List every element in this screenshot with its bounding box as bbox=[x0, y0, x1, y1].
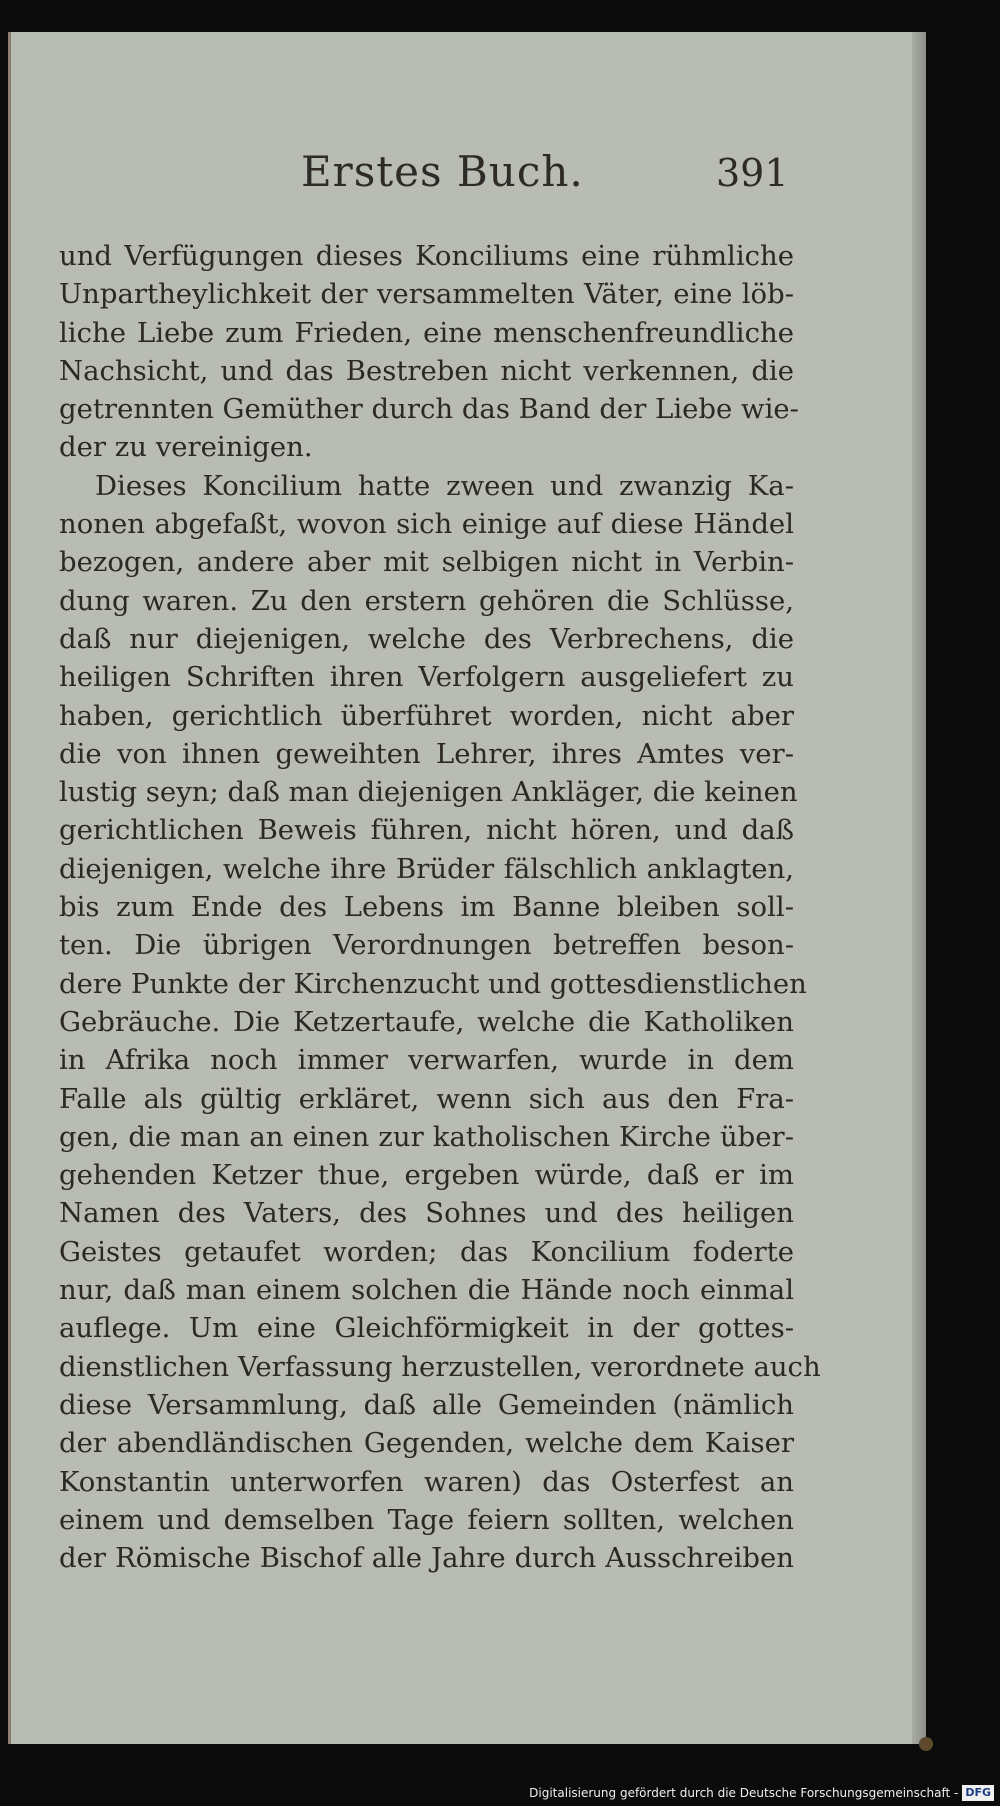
body-text bbox=[59, 237, 821, 1577]
text-line: heiligen Schriften ihren Verfolgern ausgeliefert zu bbox=[59, 661, 794, 694]
text-line: dere Punkte der Kirchenzucht und gottesdienstlichen bbox=[59, 967, 807, 1000]
page-number: 391 bbox=[716, 151, 789, 195]
text-line: einem und demselben Tage feiern sollten, welchen bbox=[59, 1503, 794, 1536]
text-line: Konstantin unterworfen waren) das Osterfest an bbox=[59, 1465, 794, 1498]
text-line: Unpartheylichkeit der versammelten Väter, eine löb- bbox=[59, 278, 794, 311]
text-line: liche Liebe zum Frieden, eine menschenfreundliche bbox=[59, 316, 794, 349]
dfg-logo: DFG bbox=[962, 1785, 994, 1801]
text-line: gerichtlichen Beweis führen, nicht hören, und daß bbox=[59, 814, 794, 847]
digitization-footer bbox=[529, 1782, 994, 1804]
text-line: gen, die man an einen zur katholischen Kirche über- bbox=[59, 1120, 794, 1153]
text-line: der zu vereinigen. bbox=[59, 431, 313, 464]
text-line: Nachsicht, und das Bestreben nicht verkennen, die bbox=[59, 354, 794, 387]
text-line: dung waren. Zu den erstern gehören die Schlüsse, bbox=[59, 584, 794, 617]
text-line: der Römische Bischof alle Jahre durch Ausschreiben bbox=[59, 1542, 794, 1575]
text-line: Gebräuche. Die Ketzertaufe, welche die Katholiken bbox=[59, 1005, 794, 1038]
text-line: auflege. Um eine Gleichförmigkeit in der gottes- bbox=[59, 1312, 794, 1345]
text-line: dienstlichen Verfassung herzustellen, verordnete auch bbox=[59, 1350, 821, 1383]
text-line: diejenigen, welche ihre Brüder fälschlich anklagten, bbox=[59, 852, 794, 885]
text-line: Geistes getaufet worden; das Koncilium foderte bbox=[59, 1235, 794, 1268]
text-line: ten. Die übrigen Verordnungen betreffen beson- bbox=[59, 929, 794, 962]
text-line: die von ihnen geweihten Lehrer, ihres Amtes ver- bbox=[59, 737, 794, 770]
text-line: getrennten Gemüther durch das Band der Liebe wie- bbox=[59, 393, 799, 426]
text-line: nur, daß man einem solchen die Hände noch einmal bbox=[59, 1274, 794, 1307]
ink-spot bbox=[919, 1737, 933, 1751]
text-line: gehenden Ketzer thue, ergeben würde, daß er im bbox=[59, 1159, 794, 1192]
text-line: bezogen, andere aber mit selbigen nicht in Verbin- bbox=[59, 546, 794, 579]
running-head-title: Erstes Buch. bbox=[301, 147, 584, 196]
text-line: lustig seyn; daß man diejenigen Ankläger, die keinen bbox=[59, 776, 798, 809]
running-head bbox=[11, 147, 926, 207]
paragraph-start-line: Dieses Koncilium hatte zween und zwanzig Ka- bbox=[95, 469, 794, 502]
text-line: der abendländischen Gegenden, welche dem Kaiser bbox=[59, 1427, 794, 1460]
text-line: Namen des Vaters, des Sohnes und des heiligen bbox=[59, 1197, 794, 1230]
text-line: diese Versammlung, daß alle Gemeinden (nämlich bbox=[59, 1388, 794, 1421]
digitization-credit: Digitalisierung gefördert durch die Deutsche Forschungsgemeinschaft - bbox=[529, 1786, 959, 1800]
text-line: und Verfügungen dieses Konciliums eine rühmliche bbox=[59, 240, 794, 272]
book-page bbox=[8, 32, 926, 1744]
text-line: in Afrika noch immer verwarfen, wurde in dem bbox=[59, 1044, 794, 1077]
text-line: Falle als gültig erkläret, wenn sich aus den Fra- bbox=[59, 1082, 794, 1115]
text-line: daß nur diejenigen, welche des Verbrechens, die bbox=[59, 622, 794, 655]
page-edge bbox=[912, 32, 926, 1744]
text-line: nonen abgefaßt, wovon sich einige auf diese Händel bbox=[59, 508, 794, 541]
text-line: bis zum Ende des Lebens im Banne bleiben soll- bbox=[59, 891, 794, 924]
text-line: haben, gerichtlich überführet worden, nicht aber bbox=[59, 699, 794, 732]
